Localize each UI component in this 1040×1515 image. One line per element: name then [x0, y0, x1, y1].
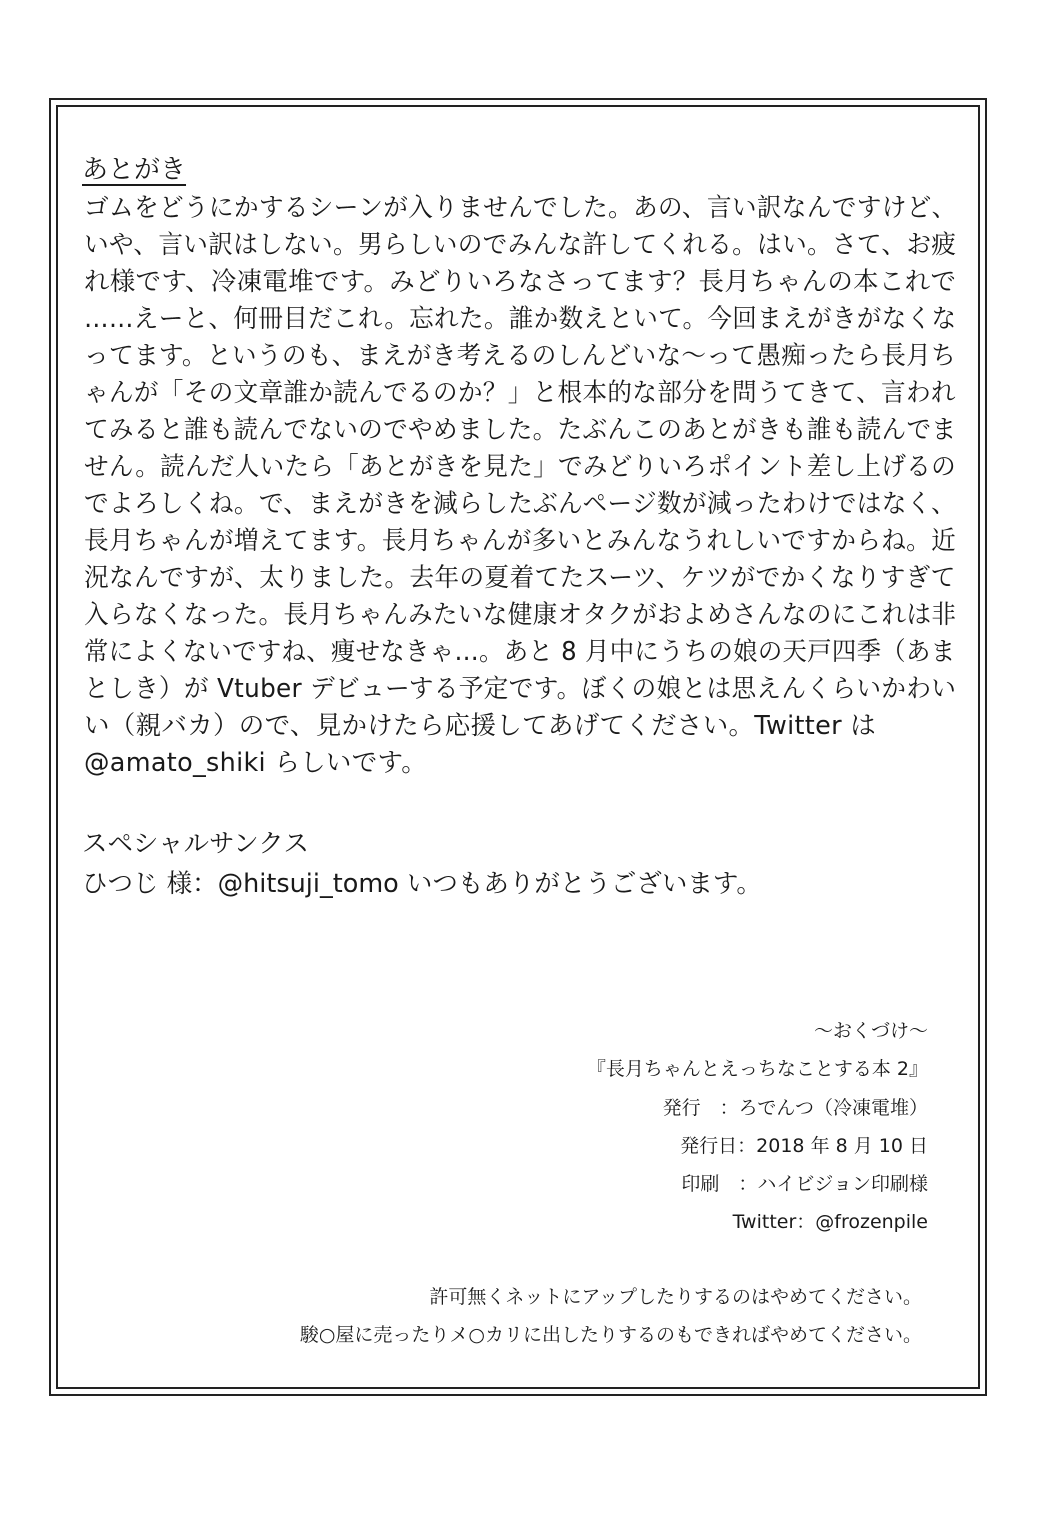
colophon-printer: 印刷 ：ハイビジョン印刷様: [681, 1173, 928, 1195]
afterword-line: 長月ちゃんが増えてます。長月ちゃんが多いとみんなうれしいですからね。近: [84, 526, 957, 556]
afterword-line: い（親バカ）ので、見かけたら応援してあげてください。Twitter は: [84, 711, 877, 741]
notice-no-resale: 駿○屋に売ったりメ○カリに出したりするのもできればやめてください。: [299, 1324, 922, 1346]
afterword-line: せん。読んだ人いたら「あとがきを見た」でみどりいろポイント差し上げるの: [84, 452, 956, 482]
colophon-header: ～おくづけ～: [813, 1020, 928, 1042]
afterword-heading: あとがき: [82, 155, 187, 185]
afterword-line: いや、言い訳はしない。男らしいのでみんな許してくれる。はい。さて、お疲: [84, 230, 957, 260]
special-thanks-line: ひつじ 様：@hitsuji_tomo いつもありがとうございます。: [82, 869, 762, 899]
afterword-line: ゃんが「その文章誰か読んでるのか？」と根本的な部分を問うてきて、言われ: [84, 378, 956, 408]
afterword-line: 常によくないですね、痩せなきゃ…。あと 8 月中にうちの娘の天戸四季（あま: [84, 637, 956, 667]
colophon-date: 発行日：2018 年 8 月 10 日: [680, 1135, 928, 1157]
colophon-book-title: 『長月ちゃんとえっちなことする本 2』: [586, 1058, 928, 1080]
afterword-line: ……えーと、何冊目だこれ。忘れた。誰か数えといて。今回まえがきがなくな: [84, 304, 957, 334]
notice-no-upload: 許可無くネットにアップしたりするのはやめてください。: [429, 1286, 922, 1308]
afterword-line: てみると誰も読んでないのでやめました。たぶんこのあとがきも誰も読んでま: [84, 415, 957, 445]
colophon-twitter: Twitter：@frozenpile: [732, 1211, 928, 1233]
afterword-line: @amato_shiki らしいです。: [84, 748, 428, 778]
afterword-line: ゴムをどうにかするシーンが入りませんでした。あの、言い訳なんですけど、: [84, 193, 957, 223]
afterword-line: としき）が Vtuber デビューする予定です。ぼくの娘とは思えんくらいかわい: [84, 674, 957, 704]
afterword-line: れ様です、冷凍電堆です。みどりいろなさってます？長月ちゃんの本これで: [84, 267, 957, 297]
afterword-line: ってます。というのも、まえがき考えるのしんどいな～って愚痴ったら長月ち: [84, 341, 957, 371]
afterword-line: 況なんですが、太りました。去年の夏着てたスーツ、ケツがでかくなりすぎて: [84, 563, 956, 593]
colophon-publisher: 発行 ：ろでんつ（冷凍電堆）: [662, 1097, 928, 1119]
afterword-line: でよろしくね。で、まえがきを減らしたぶんページ数が減ったわけではなく、: [84, 489, 957, 519]
special-thanks-title: スペシャルサンクス: [82, 829, 309, 859]
afterword-line: 入らなくなった。長月ちゃんみたいな健康オタクがおよめさんなのにこれは非: [84, 600, 957, 630]
